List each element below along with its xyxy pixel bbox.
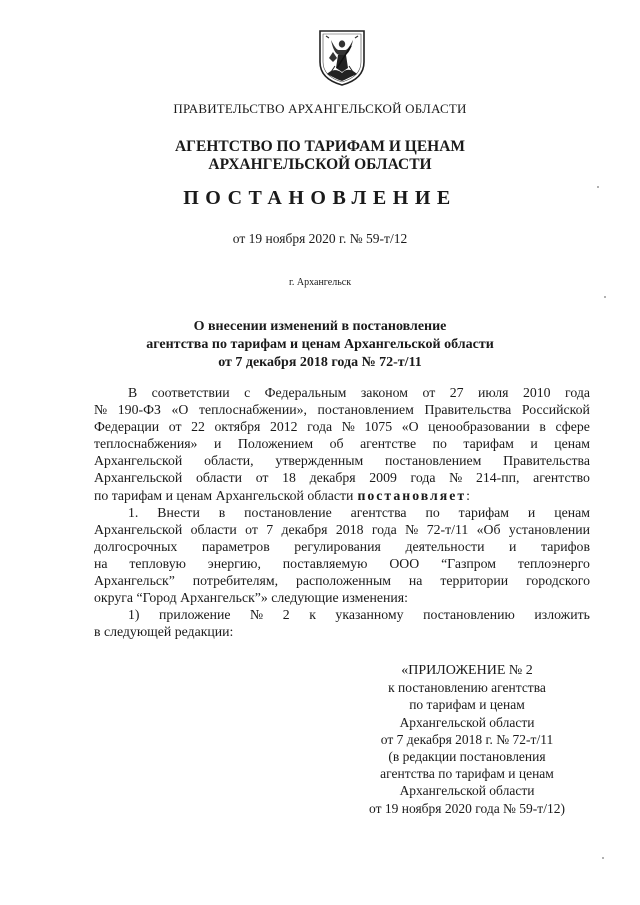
body-word: расположенным	[296, 573, 391, 589]
body-word: постановление	[244, 504, 332, 520]
body-word: сфере	[555, 419, 590, 435]
body-word: №	[250, 607, 264, 623]
body-word: года	[371, 521, 397, 537]
body-word: деятельности	[405, 538, 485, 554]
appendix-line: по тарифам и ценам	[409, 697, 525, 713]
scan-mark	[602, 857, 604, 859]
body-word: области,	[204, 453, 254, 469]
body-word: энергию,	[207, 555, 261, 571]
body-word: области	[190, 521, 237, 537]
scan-mark	[604, 296, 606, 298]
body-line	[94, 623, 590, 640]
body-word: 2	[282, 607, 290, 623]
body-word: 190-ФЗ	[117, 402, 161, 418]
body-word: №	[341, 419, 355, 435]
body-word: постановлением	[385, 453, 482, 469]
appendix-line: агентства по тарифам и ценам	[380, 766, 554, 782]
document-body	[94, 384, 590, 640]
body-word: тепловую	[129, 555, 186, 571]
document-type: ПОСТАНОВЛЕНИЕ	[183, 187, 457, 209]
body-word: тарифам	[458, 504, 510, 520]
body-word: регулирования	[294, 538, 381, 554]
body-word: года	[410, 470, 436, 486]
document-subject	[0, 318, 640, 372]
body-word: постановлением	[317, 402, 414, 418]
body-word: изложить	[534, 607, 590, 623]
body-word: июля	[477, 385, 509, 400]
document-city: г. Архангельск	[288, 277, 352, 288]
body-word: и	[213, 436, 222, 452]
body-word: на	[408, 573, 423, 589]
document-date-number: от 19 ноября 2020 г. № 59-т/12	[232, 231, 408, 246]
body-word: №	[94, 402, 108, 418]
body-word: 2012	[269, 419, 298, 435]
appendix-line: Архангельской области	[399, 783, 535, 799]
body-word: параметров	[201, 538, 270, 554]
body-word: агентства	[350, 504, 407, 520]
body-word: и	[527, 504, 536, 520]
body-text-segment: :	[466, 487, 470, 503]
appendix-line: (в редакции постановления	[388, 749, 546, 765]
body-line	[94, 487, 590, 504]
body-word: 7	[266, 521, 274, 537]
body-line	[94, 521, 590, 538]
body-word: и	[530, 436, 538, 452]
body-word: октября	[214, 419, 261, 435]
body-text-segment: по тарифам и ценам Архангельской области	[94, 487, 354, 503]
body-word: утвержденным	[275, 453, 364, 469]
body-word: городского	[526, 573, 590, 589]
body-word: 2010	[522, 385, 551, 400]
body-word: по	[425, 504, 440, 520]
body-line	[94, 606, 590, 623]
body-word: законом	[360, 385, 409, 400]
body-word: Федерации	[94, 419, 160, 435]
body-word: 72-т/11	[426, 521, 469, 537]
body-word: №	[405, 521, 419, 537]
government-title: ПРАВИТЕЛЬСТВО АРХАНГЕЛЬСКОЙ ОБЛАСТИ	[173, 101, 467, 116]
body-line	[94, 555, 590, 572]
body-word: Российской	[521, 402, 590, 418]
body-word: декабря	[281, 521, 328, 537]
body-word: ценам	[554, 504, 590, 520]
body-word: декабря	[309, 470, 356, 486]
body-word: 22	[191, 419, 205, 435]
body-word: и	[509, 538, 517, 554]
subject-line: агентства по тарифам и ценам Архангельской области	[146, 337, 494, 352]
body-line	[94, 452, 590, 469]
body-text-segment: в следующей редакции:	[94, 624, 234, 640]
appendix-header	[322, 662, 612, 817]
body-word: 27	[449, 385, 464, 400]
body-word: ценам	[554, 436, 590, 452]
body-word: №	[449, 470, 463, 486]
body-word: от	[168, 419, 182, 435]
body-word: Правительства	[424, 402, 512, 418]
subject-line: от 7 декабря 2018 года № 72-т/11	[218, 355, 422, 370]
appendix-line: «ПРИЛОЖЕНИЕ № 2	[401, 663, 533, 678]
body-word: Архангельской	[94, 453, 183, 469]
paragraph-subitem-1	[94, 606, 590, 623]
body-word: Архангельской	[94, 521, 183, 537]
body-word: 2018	[335, 521, 364, 537]
body-line	[94, 418, 590, 435]
body-word: от	[245, 521, 258, 537]
body-word: 2009	[369, 470, 397, 486]
body-word: «О	[401, 419, 419, 435]
body-word: Положением	[237, 436, 314, 452]
body-word: от	[255, 470, 269, 486]
body-word: в	[539, 419, 546, 435]
body-word: потребителям,	[192, 573, 279, 589]
body-word: Архангельск”	[94, 573, 175, 589]
body-word: долгосрочных	[94, 538, 178, 554]
body-word: соответствии	[151, 385, 230, 400]
agency-title	[0, 138, 640, 174]
body-word: области	[195, 470, 243, 486]
body-word: ценообразовании	[428, 419, 530, 435]
body-word: агентстве	[360, 436, 417, 452]
body-text-segment: округа “Город Архангельск”» следующие изменения:	[94, 590, 408, 606]
agency-title-line: АГЕНТСТВО ПО ТАРИФАМ И ЦЕНАМ	[174, 138, 466, 155]
body-word: к	[309, 607, 316, 623]
appendix-line: от 19 ноября 2020 года № 59-т/12)	[369, 800, 565, 816]
body-word: теплоснабжении»,	[198, 402, 307, 418]
body-word: “Газпром	[441, 555, 497, 571]
body-word: территории	[440, 573, 509, 589]
body-word: от	[422, 385, 436, 400]
body-word: установлении	[508, 521, 590, 537]
body-word: поставляемую	[282, 555, 368, 571]
body-word: агентство	[533, 470, 590, 486]
body-word: на	[94, 555, 108, 571]
agency-title-line: АРХАНГЕЛЬСКОЙ ОБЛАСТИ	[208, 156, 432, 173]
coat-of-arms-icon	[317, 28, 367, 86]
body-line	[94, 384, 590, 401]
body-word: года	[307, 419, 333, 435]
body-word: тарифов	[541, 538, 590, 554]
body-line	[94, 401, 590, 418]
body-word: теплоэнерго	[517, 555, 590, 571]
appendix-line: к постановлению агентства	[388, 680, 546, 696]
body-word: тарифам	[463, 436, 514, 452]
appendix-line: Архангельской области	[399, 714, 535, 730]
body-word: Внести	[157, 504, 200, 520]
appendix-line: от 7 декабря 2018 г. № 72-т/11	[380, 731, 554, 747]
body-word: «Об	[476, 521, 501, 537]
body-word: об	[329, 436, 344, 452]
body-line	[94, 572, 590, 589]
body-word: Архангельской	[94, 470, 183, 486]
scan-mark	[597, 186, 599, 188]
body-word: 18	[282, 470, 296, 486]
body-word: 1.	[128, 504, 139, 520]
body-word: Федеральным	[264, 385, 347, 400]
body-line	[94, 469, 590, 486]
body-word: 1)	[128, 607, 140, 623]
body-word: по	[432, 436, 447, 452]
body-line	[94, 538, 590, 555]
body-word: «О	[171, 402, 189, 418]
body-line	[94, 589, 590, 606]
body-word: Правительства	[503, 453, 590, 469]
body-word: приложение	[159, 607, 231, 623]
paragraph-preamble	[94, 384, 590, 487]
subject-line: О внесении изменений в постановление	[193, 319, 447, 334]
body-word: 1075	[364, 419, 393, 435]
body-word: 214-пп,	[475, 470, 520, 486]
body-word: указанному	[335, 607, 404, 623]
body-word: в	[218, 504, 226, 520]
body-word: постановлению	[423, 607, 515, 623]
body-word: ООО	[389, 555, 420, 571]
body-line	[94, 435, 590, 452]
body-line	[94, 504, 590, 521]
body-word: В	[128, 385, 138, 400]
body-word: теплоснабжения»	[94, 436, 198, 452]
body-word: года	[565, 385, 590, 400]
resolution-keyword: постановляет	[357, 487, 467, 503]
paragraph-item-1	[94, 504, 590, 589]
body-word: с	[244, 385, 251, 400]
